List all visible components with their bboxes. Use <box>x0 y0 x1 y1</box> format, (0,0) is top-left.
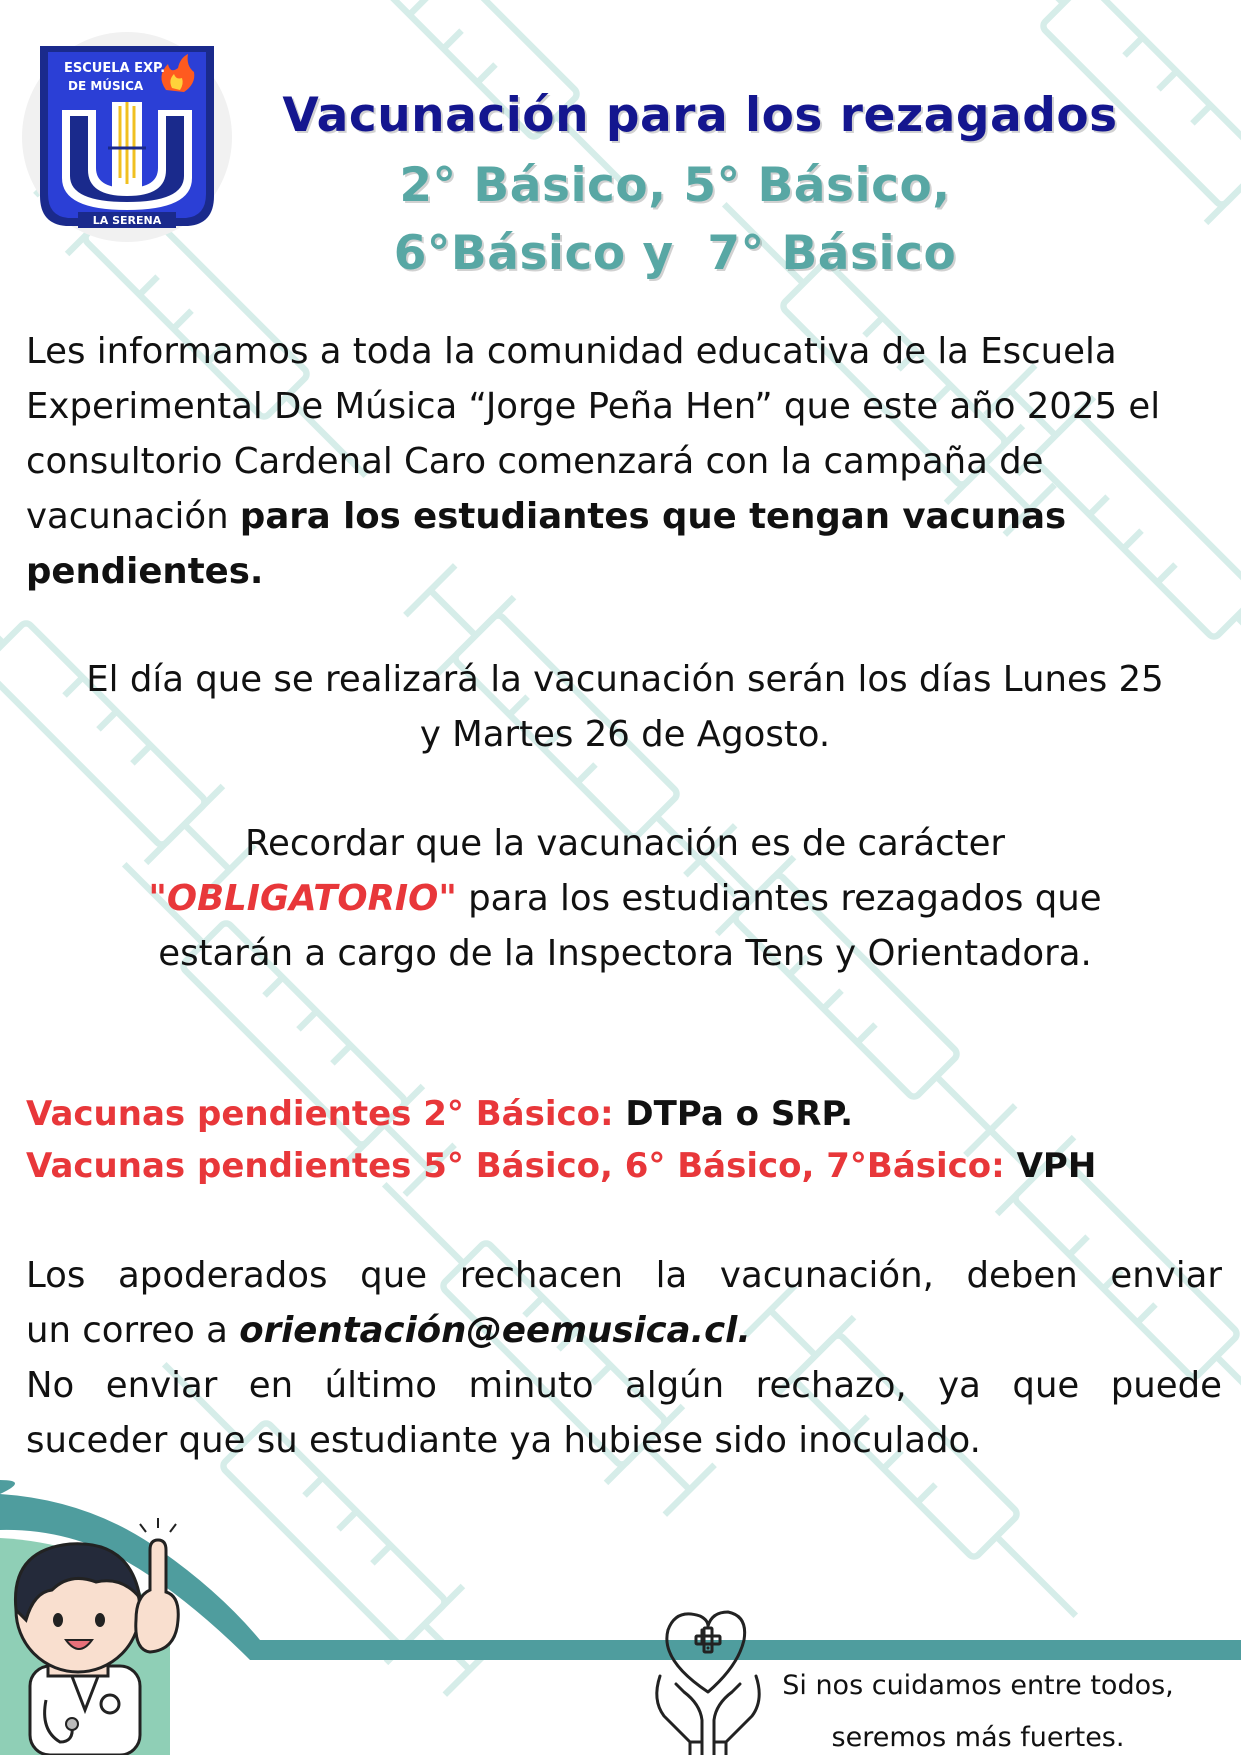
reject-line-3: No enviar en último minuto algún rechazo, ya que puede <box>26 1365 1222 1406</box>
reject-line-4: suceder que su estudiante ya hubiese sido inoculado. <box>26 1420 981 1461</box>
intro-paragraph <box>26 324 1226 599</box>
logo-bottom-text: LA SERENA <box>92 214 162 227</box>
intro-text: Les informamos a toda la comunidad educativa de la Escuela Experimental De Música “Jorge Peña Hen” que este año 2025 el consultorio Cardenal Caro comenzará con la campaña de vacunación <box>26 331 1161 537</box>
logo-top-text-2: DE MÚSICA <box>68 79 144 93</box>
remember-line-2-text: para los estudiantes rezagados que <box>456 878 1102 919</box>
rejection-instructions <box>26 1248 1222 1468</box>
intro-bold-text: para los estudiantes que tengan vacunas pendientes. <box>26 496 1067 592</box>
footer-slogan <box>768 1660 1188 1764</box>
page-title: Vacunación para los rezagados <box>282 88 1118 143</box>
pending-item-5-6-7-basico: Vacunas pendientes 5° Básico, 6° Básico, 7°Básico: VPH <box>26 1146 1097 1186</box>
pending-item-2-basico: Vacunas pendientes 2° Básico: DTPa o SRP. <box>26 1094 854 1134</box>
mandatory-highlight: OBLIGATORIO <box>166 878 439 919</box>
remember-line-1: Recordar que la vacunación es de carácter <box>244 823 1006 864</box>
reject-line-1: Los apoderados que rechacen la vacunación, deben enviar <box>26 1255 1222 1296</box>
dates-line-2: y Martes 26 de Agosto. <box>419 714 831 755</box>
slogan-line-2: seremos más fuertes. <box>831 1722 1125 1753</box>
quote-open: " <box>148 878 167 919</box>
mandatory-notice <box>20 816 1230 981</box>
school-logo <box>18 28 236 246</box>
heart-hands-icon <box>657 1612 759 1755</box>
pending-vaccines-list <box>26 1088 1236 1192</box>
subtitle-grades-2: 6°Básico y 7° Básico <box>393 226 957 281</box>
slogan-line-1: Si nos cuidamos entre todos, <box>782 1670 1174 1701</box>
remember-line-2 <box>20 871 1230 926</box>
subtitle-grades-1: 2° Básico, 5° Básico, <box>399 158 951 213</box>
remember-line-3: estarán a cargo de la Inspectora Tens y Orientadora. <box>158 933 1092 974</box>
quote-close: " <box>438 878 457 919</box>
logo-top-text-1: ESCUELA EXP. <box>64 61 166 76</box>
reject-line-2: un correo a orientación@eemusica.cl. <box>26 1310 751 1351</box>
orientation-email[interactable]: orientación@eemusica.cl. <box>239 1310 751 1351</box>
dates-line-1: El día que se realizará la vacunación serán los días Lunes 25 <box>86 659 1164 700</box>
vaccination-dates <box>20 652 1230 762</box>
